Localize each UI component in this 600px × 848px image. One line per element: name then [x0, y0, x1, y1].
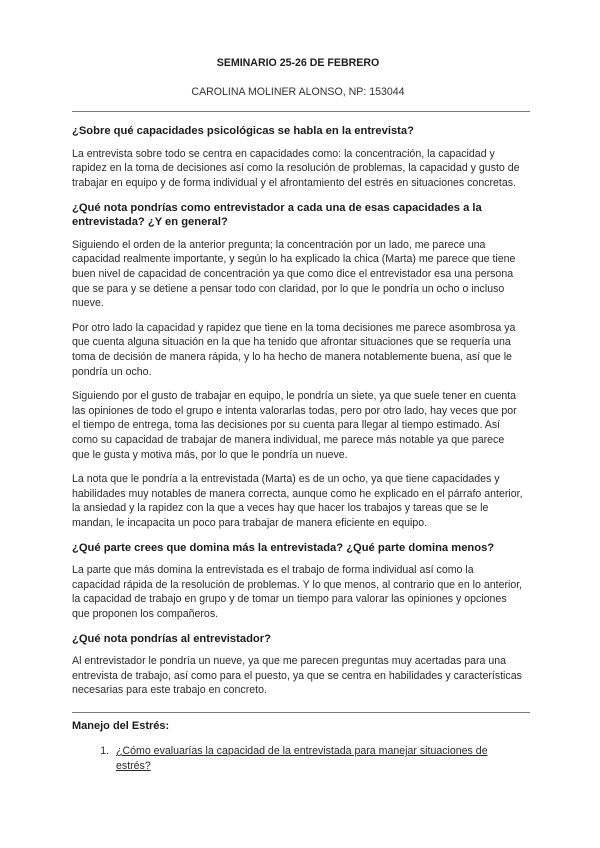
- question-heading: ¿Sobre qué capacidades psicológicas se habla en la entrevista?: [72, 125, 414, 138]
- question-heading: ¿Qué parte crees que domina más la entrevistada? ¿Qué parte domina menos?: [72, 541, 495, 554]
- answer-paragraph: Al entrevistador le pondría un nueve, ya que me parecen preguntas muy acertadas para una entrevista de trabajo, así como para el puesto, ya que se centra en habilidades y características necesarias para este trabajo en concreto.: [72, 655, 522, 697]
- document-title: SEMINARIO 25-26 DE FEBRERO: [216, 57, 380, 69]
- list-item: 1. ¿Cómo evaluarías la capacidad de la entrevistada para manejar situaciones de estrés?: [112, 744, 524, 773]
- question-list: [72, 744, 524, 773]
- section-title: Manejo del Estrés:: [72, 720, 170, 733]
- answer-paragraph: La parte que más domina la entrevistada es el trabajo de forma individual así como la capacidad rápida de la resolución de problemas. Y lo que menos, al contrario que en lo anterior, la capacidad de trabajo en grupo y de tomar un tiempo para valorar las opiniones y opciones que proponen los compañeros.: [72, 564, 523, 621]
- answer-paragraph: Siguiendo por el gusto de trabajar en equipo, le pondría un siete, ya que suele tener en cuenta las opiniones de todo el grupo e intenta valorarlas todas, pero por otro lado, hay veces que por el tiempo de entrega, toma las decisiones por su cuenta para llegar al tiempo estimado. Así como su capacidad de trabajar de manera individual, me parece más notable ya que parece que le gusta y motiva más, por lo que le pondría un nueve.: [72, 390, 517, 461]
- answer-paragraph: La nota que le pondría a la entrevistada (Marta) es de un ocho, ya que tiene capacidades y habilidades muy notables de manera correcta, aunque como he explicado en el párrafo anterior, la ansiedad y la rapidez con la que a veces hay que hacer los trabajos y tareas que se le mandan, le incapacita un poco para trabajar de manera eficiente en equipo.: [72, 473, 523, 530]
- answer-paragraph: Siguiendo el orden de la anterior pregunta; la concentración por un lado, me parece una capacidad realmente importante, y según lo ha explicado la chica (Marta) me parece que tiene buen nivel de capacidad de concentración ya que como dice el entrevistador esa una persona que se para y se detiene a pensar todo con claridad, por lo que le pondría un ocho o incluso nueve.: [72, 238, 516, 310]
- question-heading: ¿Qué nota pondrías como entrevistador a cada una de esas capacidades a la entrevistada? ¿Y en general?: [72, 201, 482, 229]
- author-line: CAROLINA MOLINER ALONSO, NP: 153044: [191, 85, 405, 98]
- answer-paragraph: Por otro lado la capacidad y rapidez que tiene en la toma decisiones me parece asombrosa ya que cuenta alguna situación en la que ha tenido que afrontar situaciones que se requería una toma de decisión de manera rápida, y lo ha hecho de manera notablemente buena, así que le pondría un ocho.: [72, 321, 516, 378]
- divider: [72, 111, 530, 112]
- question-heading: ¿Qué nota pondrías al entrevistador?: [72, 632, 271, 645]
- answer-paragraph: La entrevista sobre todo se centra en capacidades como: la concentración, la capacidad y rapidez en la toma de decisiones así como la resolución de problemas, la capacidad y gusto de trabajar en equipo y de forma individual y el afrontamiento del estrés en situaciones concretas.: [72, 147, 520, 189]
- divider: [72, 712, 530, 713]
